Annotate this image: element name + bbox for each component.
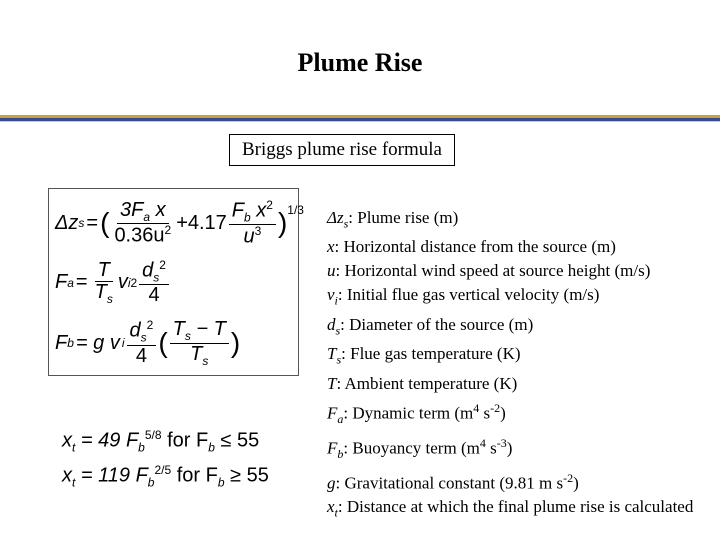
- equals-sign: =: [75, 271, 88, 294]
- delta-z-formula: [55, 199, 304, 248]
- numerator: F: [231, 199, 245, 222]
- definition-text: : Buoyancy term (m: [343, 438, 480, 458]
- numerator: d: [129, 320, 141, 343]
- numerator-sup: 2: [266, 198, 273, 212]
- velocity-sup: 2: [130, 275, 138, 290]
- denominator-sub: s: [202, 353, 209, 368]
- fraction: [170, 319, 229, 367]
- unit-sup: -2: [490, 400, 501, 415]
- definition-item: [327, 466, 717, 496]
- numerator: 3F: [120, 198, 144, 221]
- unit-sup: 4: [479, 435, 486, 450]
- title-divider-shadow: [0, 121, 720, 122]
- symbol: d: [327, 314, 336, 334]
- fb-sub: b: [138, 440, 145, 455]
- condition-tail: ≤ 55: [214, 429, 260, 452]
- fa-symbol: F: [55, 271, 68, 294]
- numerator-sub: s: [184, 329, 191, 343]
- numerator-sub: s: [153, 270, 160, 285]
- definitions-list: [327, 206, 717, 525]
- definition-text: : Gravitational constant (9.81 m s: [335, 473, 564, 493]
- definition-item: [327, 495, 717, 524]
- numerator-tail: x: [150, 198, 166, 221]
- denominator-sub: s: [106, 291, 113, 306]
- condition-sub: b: [208, 440, 215, 455]
- fraction: [139, 259, 169, 306]
- symbol: Δz: [327, 208, 344, 227]
- numerator-tail: − T: [190, 318, 226, 340]
- numerator-sub: a: [143, 209, 151, 224]
- symbol: u: [327, 261, 336, 281]
- numerator: T: [172, 318, 185, 340]
- condition-tail: ≥ 55: [224, 464, 269, 487]
- symbol-sub: b: [337, 446, 344, 461]
- symbol: F: [327, 438, 338, 458]
- numerator-sup: 2: [146, 318, 154, 333]
- velocity-sub: i: [121, 336, 125, 351]
- equals-sign: =: [86, 211, 99, 234]
- close-paren: ): [277, 207, 288, 239]
- definition-item: [327, 259, 717, 283]
- symbol: T: [327, 344, 337, 364]
- unit-sup: 4: [473, 400, 480, 415]
- symbol: v: [327, 285, 335, 305]
- fb-symbol: F: [55, 331, 68, 354]
- definition-item: [327, 206, 717, 235]
- definition-item: [327, 235, 717, 259]
- fraction: [92, 260, 116, 306]
- definition-item: [327, 313, 717, 342]
- fraction: [127, 319, 157, 366]
- unit-mid: s: [479, 403, 491, 423]
- numerator-sub: s: [140, 331, 147, 346]
- close-paren: ): [230, 327, 241, 359]
- definition-text: : Distance at which the final plume rise is calculated: [337, 497, 694, 517]
- condition-sub: b: [217, 475, 225, 490]
- definition-text: : Horizontal distance from the source (m): [334, 237, 616, 257]
- symbol-sub: s: [343, 216, 349, 231]
- subtitle: Briggs plume rise formula: [242, 139, 442, 160]
- subtitle-box: [229, 134, 455, 166]
- fa-formula: [55, 259, 171, 306]
- symbol-sub: t: [334, 505, 338, 520]
- definition-text: : Horizontal wind speed at source height (m/s): [335, 261, 651, 281]
- symbol: T: [327, 373, 337, 393]
- fa-sub: a: [67, 275, 74, 290]
- definition-text: : Dynamic term (m: [343, 403, 474, 423]
- definition-item: [327, 372, 717, 396]
- symbol-sub: s: [336, 352, 342, 367]
- delta-z-sub: s: [78, 216, 85, 231]
- symbol-sub: a: [337, 411, 344, 426]
- numerator: d: [142, 259, 154, 282]
- denominator: T: [94, 280, 107, 303]
- delta-z-symbol: Δz: [55, 211, 79, 234]
- definition-text: : Initial flue gas vertical velocity (m/s): [337, 285, 600, 305]
- fraction: [111, 200, 174, 247]
- xt-symbol: x: [62, 464, 72, 487]
- unit-tail: ): [573, 473, 579, 493]
- definition-text: : Diameter of the source (m): [340, 314, 534, 334]
- symbol-sub: i: [334, 293, 338, 308]
- open-paren: (: [158, 327, 168, 359]
- xt-symbol: x: [62, 429, 72, 452]
- xt-sub: t: [72, 475, 76, 490]
- fb-exponent: 2/5: [154, 463, 172, 477]
- definition-text: : Flue gas temperature (K): [341, 344, 521, 364]
- xt-value: = 49 F: [75, 429, 139, 452]
- symbol: x: [327, 237, 335, 257]
- definition-item: [327, 283, 717, 312]
- symbol-sub: s: [335, 323, 341, 338]
- fraction: [229, 199, 276, 248]
- numerator-sub: b: [244, 210, 251, 225]
- plus-term: +4.17: [176, 211, 227, 234]
- xt-formula-1: [62, 428, 259, 455]
- symbol: g: [327, 473, 336, 493]
- fb-sub: b: [147, 475, 155, 490]
- fb-exponent: 5/8: [144, 428, 162, 442]
- definition-item: [327, 431, 717, 466]
- open-paren: (: [100, 207, 110, 239]
- exponent: 1/3: [287, 203, 304, 217]
- denominator: 4: [135, 344, 147, 367]
- unit-sup: -2: [563, 470, 574, 485]
- condition: for F: [161, 429, 209, 452]
- unit-sup: -3: [496, 435, 507, 450]
- fb-sub: b: [67, 336, 74, 351]
- definition-item: [327, 396, 717, 431]
- definition-item: [327, 342, 717, 371]
- velocity-term: v: [117, 271, 128, 294]
- denominator: T: [190, 342, 203, 365]
- unit-mid: s: [485, 438, 497, 458]
- equals-gv: = g v: [75, 331, 120, 354]
- xt-formula-2: [62, 463, 269, 490]
- definition-text: : Ambient temperature (K): [336, 373, 518, 393]
- xt-value: = 119 F: [75, 464, 148, 487]
- numerator: T: [97, 258, 110, 281]
- denominator-sup: 3: [254, 224, 262, 239]
- numerator-sup: 2: [159, 258, 166, 272]
- denominator: u: [243, 225, 255, 248]
- formula-box: [48, 188, 304, 376]
- fb-formula: [55, 319, 240, 367]
- xt-sub: t: [72, 440, 76, 455]
- condition: for F: [171, 464, 218, 487]
- denominator: 0.36u: [114, 225, 165, 248]
- unit-tail: ): [506, 438, 513, 458]
- denominator-sup: 2: [164, 223, 172, 238]
- denominator: 4: [148, 284, 160, 307]
- slide-title: Plume Rise: [297, 48, 423, 77]
- numerator-tail: x: [250, 199, 267, 222]
- velocity-sub: i: [127, 275, 131, 290]
- symbol: x: [327, 497, 335, 517]
- unit-tail: ): [500, 403, 506, 423]
- definition-text: : Plume rise (m): [348, 208, 459, 227]
- symbol: F: [327, 403, 338, 423]
